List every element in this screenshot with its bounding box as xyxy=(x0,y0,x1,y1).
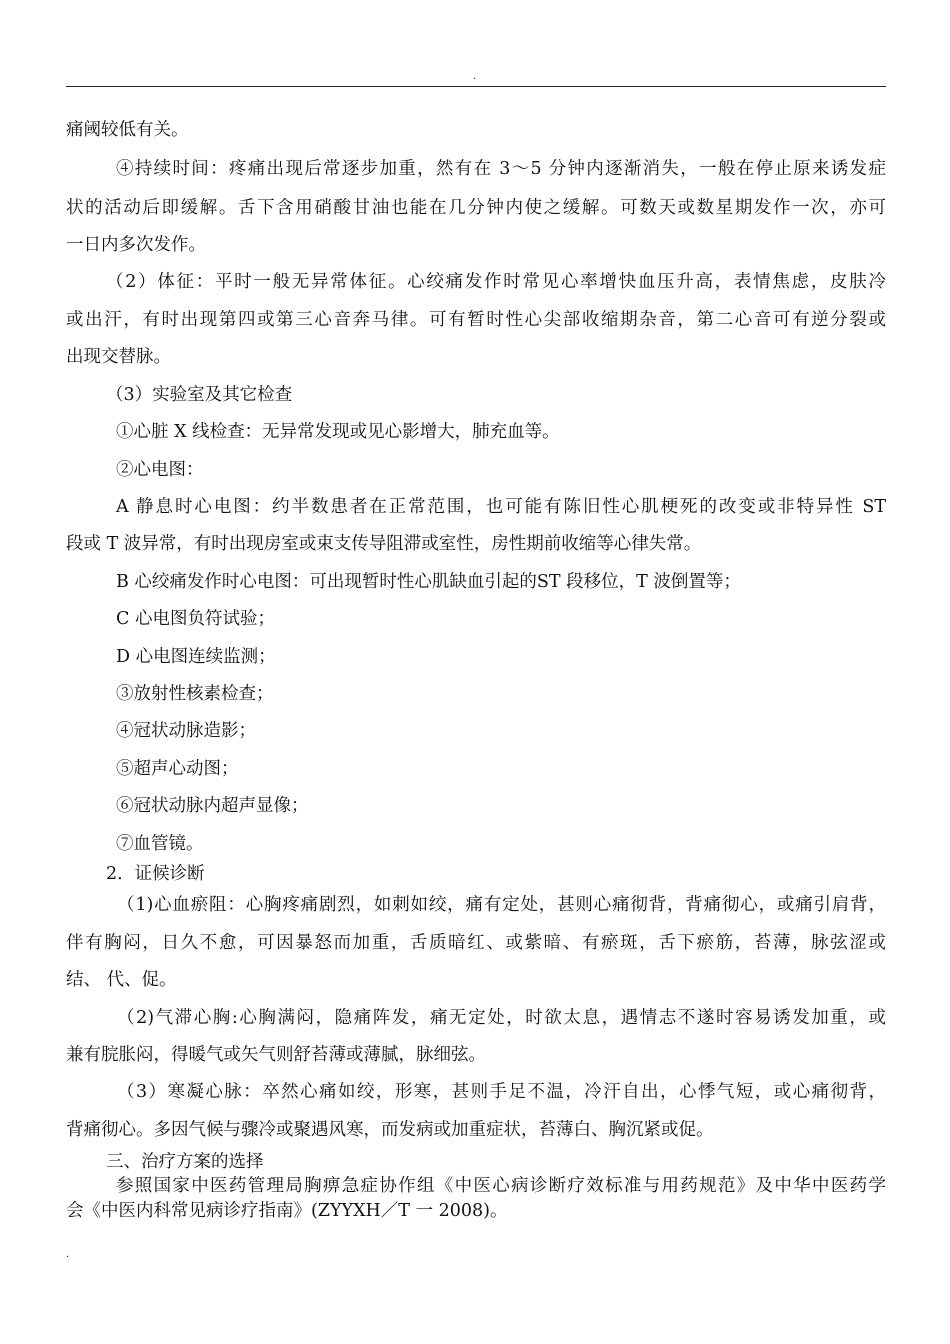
text-line: （2)气滞心胸:心胸满闷，隐痛阵发，痛无定处，时欲太息，遇情志不遂时容易诱发加重，或 xyxy=(117,1008,886,1028)
text-line: ④冠状动脉造影； xyxy=(116,721,256,741)
text-line: ④持续时间：疼痛出现后常逐步加重，然有在 3～5 分钟内逐渐消失，一般在停止原来诱发症 xyxy=(116,159,886,179)
text-line: D 心电图连续监测； xyxy=(116,647,276,667)
text-line: 痛阈较低有关。 xyxy=(66,120,189,140)
text-line: ②心电图： xyxy=(116,460,204,480)
footer-mark: . xyxy=(66,1249,70,1260)
section-heading: 2．证候诊断 xyxy=(106,864,205,884)
text-line: （3）实验室及其它检查 xyxy=(106,385,293,405)
text-line: 出现交替脉。 xyxy=(66,347,171,367)
text-line: ⑦血管镜。 xyxy=(116,834,204,854)
text-line: 或出汗，有时出现第四或第三心音奔马律。可有暂时性心尖部收缩期杂音，第二心音可有逆分裂或 xyxy=(66,310,886,330)
text-line: （2）体征：平时一般无异常体征。心绞痛发作时常见心率增快血压升高，表情焦虑，皮肤冷 xyxy=(106,272,886,292)
text-line: ⑥冠状动脉内超声显像； xyxy=(116,796,309,816)
header-rule xyxy=(66,86,886,87)
text-line: B 心绞痛发作时心电图：可出现暂时性心肌缺血引起的ST 段移位，T 波倒置等； xyxy=(116,572,741,592)
text-line: 参照国家中医药管理局胸痹急症协作组《中医心病诊断疗效标准与用药规范》及中华中医药学 xyxy=(116,1176,886,1196)
header-mark: . xyxy=(473,71,477,82)
text-line: C 心电图负符试验； xyxy=(116,609,275,629)
text-line: 会《中医内科常见病诊疗指南》(ZYYXH／T 一 2008)。 xyxy=(66,1201,508,1221)
text-line: 结、 代、促。 xyxy=(66,970,177,990)
text-line: 背痛彻心。多因气候与骤冷或聚遇风寒，而发病或加重症状，苔薄白、胸沉紧或促。 xyxy=(66,1120,714,1140)
text-line: 一日内多次发作。 xyxy=(66,235,206,255)
text-line: ⑤超声心动图； xyxy=(116,759,239,779)
text-line: 伴有胸闷，日久不愈，可因暴怒而加重，舌质暗红、或紫暗、有瘀斑，舌下瘀筋，苔薄，脉弦涩或 xyxy=(66,933,886,953)
text-line: 段或 T 波异常，有时出现房室或束支传导阻滞或室性，房性期前收缩等心律失常。 xyxy=(66,534,702,554)
section-heading: 三、治疗方案的选择 xyxy=(106,1152,264,1172)
text-line: A 静息时心电图：约半数患者在正常范围，也可能有陈旧性心肌梗死的改变或非特异性 ST xyxy=(116,497,886,517)
text-line: （1)心血瘀阻：心胸疼痛剧烈，如刺如绞，痛有定处，甚则心痛彻背，背痛彻心，或痛引肩背， xyxy=(117,895,886,915)
text-line: 状的活动后即缓解。舌下含用硝酸甘油也能在几分钟内使之缓解。可数天或数星期发作一次，亦可 xyxy=(66,198,886,218)
text-line: ③放射性核素检查； xyxy=(116,684,274,704)
text-line: （3）寒凝心脉：卒然心痛如绞，形寒，甚则手足不温，冷汗自出，心悸气短，或心痛彻背， xyxy=(117,1082,886,1102)
text-line: ①心脏 X 线检查：无异常发现或见心影增大，肺充血等。 xyxy=(116,422,560,442)
text-line: 兼有脘胀闷，得暖气或矢气则舒苔薄或薄腻，脉细弦。 xyxy=(66,1045,486,1065)
